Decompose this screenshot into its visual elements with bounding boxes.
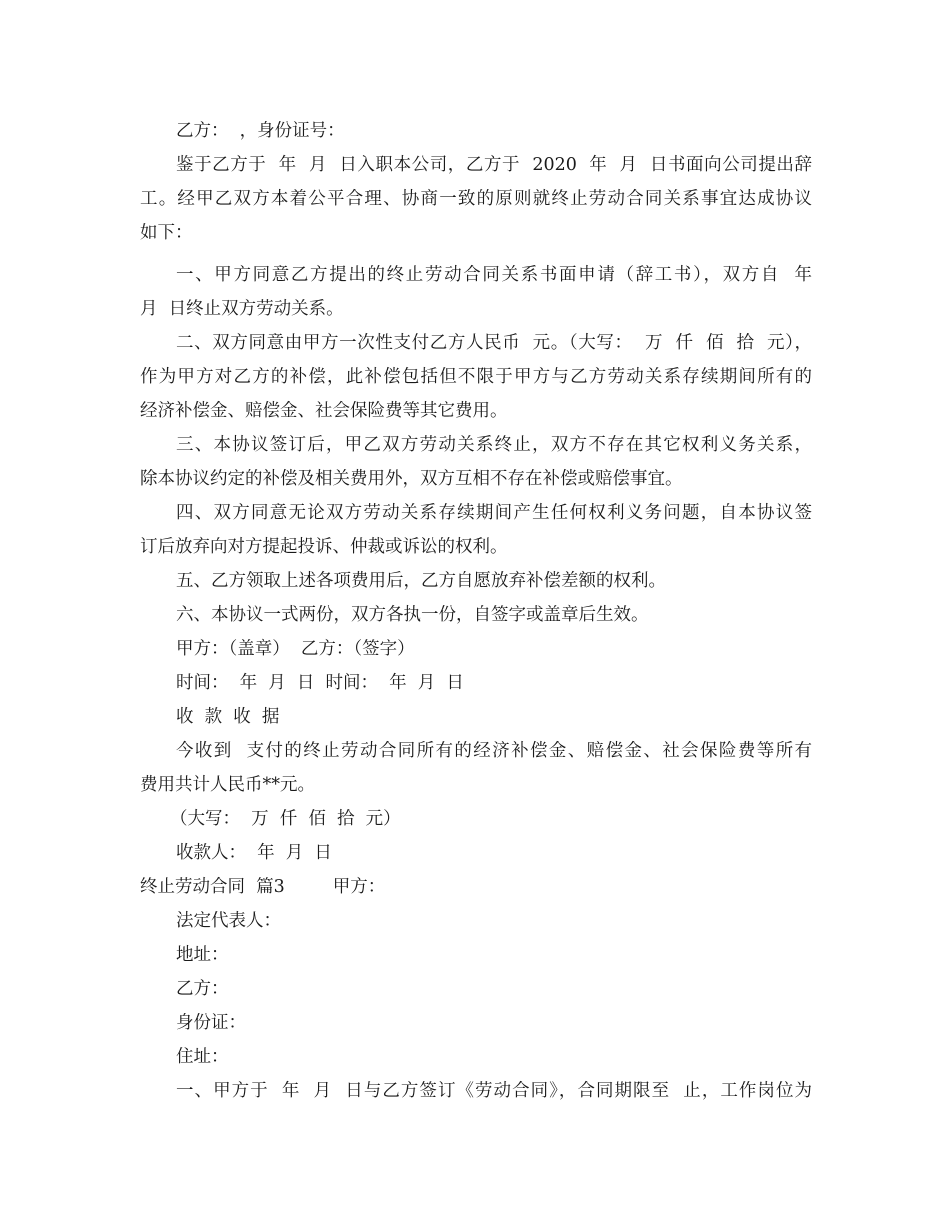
party-b-id-line: 乙方： ，身份证号： [176,121,345,141]
contract-clause-line: 一、甲方于 年 月 日与乙方签订《劳动合同》，合同期限至 止，工作岗位为 [176,1081,812,1101]
paragraph-line: 鉴于乙方于 年 月 日入职本公司，乙方于 2020 年 月 日书面向公司提出辞 [176,155,812,175]
receipt-body-line: 今收到 支付的终止劳动合同所有的经济补偿金、赔偿金、社会保险费等所有 [176,741,812,761]
clause-2-line: 经济补偿金、赔偿金、社会保险费等其它费用。 [140,401,508,421]
payee-line: 收款人： 年 月 日 [176,843,332,863]
clause-2-line: 二、双方同意由甲方一次性支付乙方人民币 元。（大写： 万 仟 佰 拾 元）， [176,333,812,353]
clause-1-line: 月 日终止双方劳动关系。 [140,299,344,319]
section-heading-line [140,875,385,899]
clause-3-line: 除本协议约定的补偿及相关费用外，双方互相不存在补偿或赔偿事宜。 [140,469,683,489]
residence-line: 住址： [176,1047,229,1067]
id-card-line: 身份证： [176,1013,246,1033]
clause-4-line: 订后放弃向对方提起投诉、仲裁或诉讼的权利。 [140,537,508,557]
legal-rep-line: 法定代表人： [176,911,281,931]
clause-1-line: 一、甲方同意乙方提出的终止劳动合同关系书面申请（辞工书），双方自 年 [176,265,812,285]
paragraph-line: 工。经甲乙双方本着公平合理、协商一致的原则就终止劳动合同关系事宜达成协议 [140,189,812,209]
clause-5-line: 五、乙方领取上述各项费用后，乙方自愿放弃补偿差额的权利。 [176,571,666,591]
receipt-body-line: 费用共计人民币**元。 [140,775,315,795]
clause-2-line: 作为甲方对乙方的补偿，此补偿包括但不限于甲方与乙方劳动关系存续期间所有的 [140,367,812,387]
clause-6-line: 六、本协议一式两份，双方各执一份，自签字或盖章后生效。 [176,605,649,625]
section-heading: 终止劳动合同 篇3 [140,877,285,897]
clause-4-line: 四、双方同意无论双方劳动关系存续期间产生任何权利义务问题，自本协议签 [176,503,812,523]
receipt-amount-line: （大写： 万 仟 佰 拾 元） [170,809,401,829]
signature-line: 甲方：（盖章） 乙方：（签字） [176,639,415,659]
paragraph-line: 如下： [140,223,193,243]
clause-3-line: 三、本协议签订后，甲乙双方劳动关系终止，双方不存在其它权利义务关系， [176,435,812,455]
address-line: 地址： [176,945,229,965]
party-b-line: 乙方： [176,979,229,999]
party-a-label: 甲方： [332,877,386,897]
date-line: 时间： 年 月 日 时间： 年 月 日 [176,673,464,693]
receipt-title: 收 款 收 据 [176,707,280,727]
